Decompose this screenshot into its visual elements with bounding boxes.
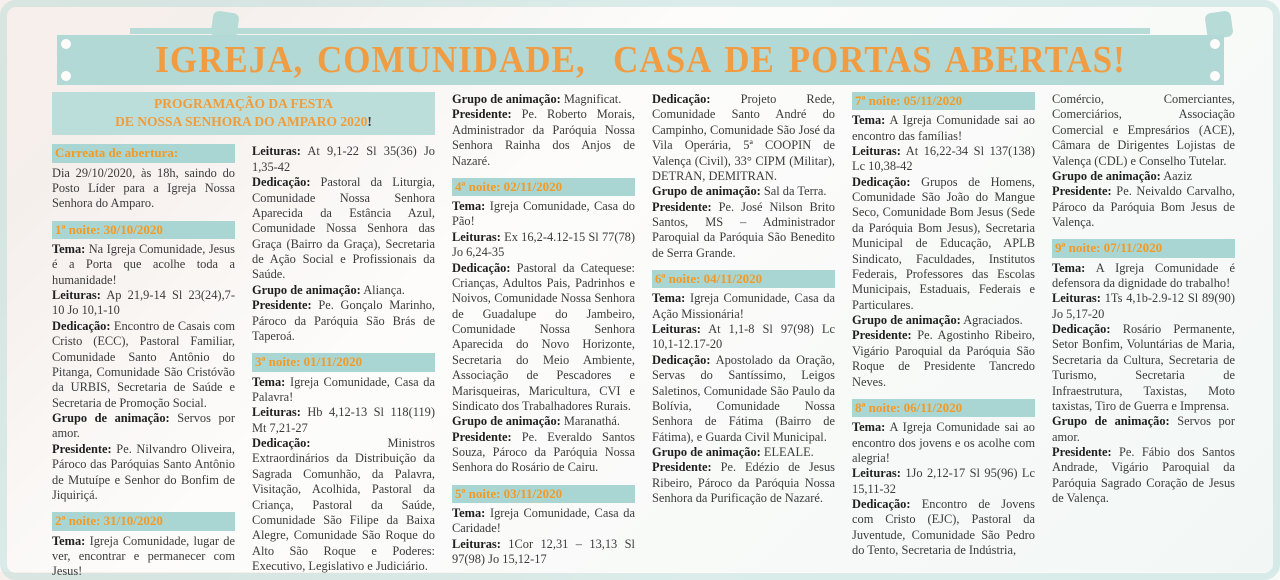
program-paragraph — [1052, 322, 1235, 414]
corner-dot — [61, 71, 71, 81]
program-paragraph — [1052, 291, 1235, 322]
field-text: Projeto Rede, Comunidade Santo André do Campinho, Comunidade São José da Vila Operária, 5ª COOPIN de Valença (Civil), 33° CIPM (Militar), DETRAN, DEMITRAN. — [652, 92, 835, 183]
field-text: 1Ts 4,1b-2.9-12 Sl 89(90) Jo 5,17-20 — [1052, 291, 1235, 321]
field-label: Dedicação: — [252, 175, 311, 190]
field-label: Presidente: — [452, 107, 512, 122]
program-paragraph — [852, 466, 1035, 497]
program-paragraph — [652, 322, 835, 353]
field-text: 1Cor 12,31 – 13,13 Sl 97(98) Jo 15,12-17 — [452, 536, 635, 567]
field-text: Pe. Nilvandro Oliveira, Pároco das Paróquias Santo Antônio de Mutuípe e Senhor do Bonfim de Jiquiriçá. — [52, 441, 235, 502]
program-paragraph — [252, 436, 435, 574]
night-header: 5ª noite: 03/11/2020 — [452, 485, 635, 503]
program-paragraph — [652, 353, 835, 445]
field-label: Grupo de animação: — [852, 313, 961, 328]
field-label: Presidente: — [652, 199, 712, 214]
field-text: Encontro de Casais com Cristo (ECC), Pastoral Familiar, Comunidade Santo Antônio do Pitanga, Comunidade São Cristóvão da URBIS, Secretaria de Saúde e Secretaria de Promoção Social. — [52, 318, 235, 410]
field-text: Dia 29/10/2020, às 18h, saindo do Posto Líder para a Igreja Nossa Senhora do Amparo. — [52, 165, 235, 211]
column-2 — [252, 144, 435, 579]
program-paragraph — [452, 199, 635, 230]
program-paragraph — [452, 414, 635, 429]
field-text: Pe. Fábio dos Santos Andrade, Vigário Paroquial da Paróquia Sagrado Coração de Jesus de Valença. — [1052, 445, 1235, 506]
field-label: Dedicação: — [252, 436, 311, 450]
program-paragraph — [852, 420, 1035, 466]
field-label: Dedicação: — [652, 92, 711, 106]
field-label: Dedicação: — [452, 260, 511, 275]
program-paragraph — [852, 113, 1035, 144]
program-paragraph — [852, 328, 1035, 390]
program-columns — [52, 92, 1235, 579]
field-label: Leituras: — [652, 322, 701, 337]
field-text: At 1,1-8 Sl 97(98) Lc 10,1-12.17-20 — [652, 322, 835, 352]
field-label: Grupo de animação: — [652, 445, 761, 460]
field-text: 1Jo 2,12-17 Sl 95(96) Lc 15,11-32 — [852, 466, 1035, 496]
program-paragraph — [652, 200, 835, 262]
field-label: Leituras: — [852, 466, 901, 481]
program-paragraph — [852, 144, 1035, 175]
field-label: Tema: — [452, 506, 486, 520]
night-header: 8ª noite: 06/11/2020 — [852, 399, 1035, 417]
program-paragraph — [1052, 184, 1235, 230]
field-label: Grupo de animação: — [452, 92, 561, 106]
program-header — [52, 92, 435, 135]
field-label: Presidente: — [52, 441, 112, 456]
field-label: Dedicação: — [1052, 322, 1111, 337]
night-header: 6ª noite: 04/11/2020 — [652, 270, 835, 288]
program-paragraph — [1052, 414, 1235, 445]
program-paragraph — [1052, 169, 1235, 184]
program-paragraph — [452, 506, 635, 537]
decorative-top-line — [130, 28, 1150, 34]
program-paragraph — [1052, 261, 1235, 292]
field-text: Encontro de Jovens com Cristo (EJC), Pastoral da Juventude, Comunidade São Pedro do Tento, Secretaria de Indústria, — [852, 497, 1035, 558]
field-text: Apostolado da Oração, Servas do Santíssimo, Leigos Saletinos, Comunidade São Paulo da Bolívia, Comunidade Nossa Senhora de Fátima (Bairro de Fátima), e Guarda Civil Municipal. — [652, 352, 836, 444]
field-text: Servos por amor. — [52, 411, 235, 441]
column-3 — [452, 92, 635, 567]
program-paragraph — [52, 442, 235, 504]
field-label: Tema: — [1052, 260, 1086, 275]
program-paragraph — [652, 460, 835, 506]
title-banner — [57, 35, 1224, 85]
program-paragraph — [252, 175, 435, 283]
field-label: Leituras: — [252, 405, 301, 420]
night-header: 2ª noite: 31/10/2020 — [52, 512, 235, 530]
program-paragraph — [52, 319, 235, 411]
field-text: Igreja Comunidade, Casa da Palavra! — [252, 374, 435, 404]
program-paragraph — [452, 261, 635, 415]
field-label: Tema: — [852, 113, 886, 128]
night-header: 3ª noite: 01/11/2020 — [252, 353, 435, 371]
field-label: Leituras: — [1052, 291, 1101, 306]
field-text: Pe. José Nilson Brito Santos, MS – Administrador Paroquial da Paróquia São Benedito de Serra Grande. — [652, 199, 835, 260]
column-1 — [52, 144, 235, 579]
program-paragraph — [652, 92, 835, 184]
corner-dot — [1210, 71, 1220, 81]
field-label: Grupo de animação: — [1052, 414, 1170, 429]
field-label: Presidente: — [252, 298, 312, 313]
column-6 — [1052, 92, 1235, 564]
program-header-line1: PROGRAMAÇÃO DA FESTA — [153, 96, 333, 111]
field-label: Tema: — [452, 199, 486, 214]
program-paragraph — [852, 497, 1035, 559]
program-paragraph — [52, 242, 235, 288]
field-text: Pastoral da Liturgia, Comunidade Nossa Senhora Aparecida da Estância Azul, Comunidade Nossa Senhora das Graça (Bairro da Graça), Secretaria de Ação Social e Profissionais da Saúde. — [252, 175, 435, 282]
program-paragraph — [252, 405, 435, 436]
program-paragraph — [252, 375, 435, 406]
program-paragraph — [452, 92, 635, 107]
field-label: Leituras: — [452, 536, 501, 551]
main-title: IGREJA, COMUNIDADE, CASA DE PORTAS ABERTAS! — [155, 38, 1126, 81]
field-text: Aliança. — [363, 282, 405, 297]
program-paragraph — [852, 313, 1035, 328]
program-paragraph — [452, 537, 635, 568]
field-label: Grupo de animação: — [1052, 168, 1161, 183]
field-label: Presidente: — [852, 328, 912, 343]
corner-dot — [1210, 39, 1220, 49]
field-label: Dedicação: — [52, 318, 111, 333]
program-paragraph — [652, 445, 835, 460]
field-text: Na Igreja Comunidade, Jesus é a Porta que acolhe toda a humanidade! — [52, 241, 235, 287]
field-text: Pe. Gonçalo Marinho, Pároco da Paróquia São Brás de Taperoá. — [252, 298, 435, 343]
field-label: Tema: — [52, 241, 86, 256]
field-text: Magnificat. — [563, 92, 622, 106]
program-header-line2: DE NOSSA SENHORA DO AMPARO 2020! — [115, 114, 372, 130]
field-text: Sal da Terra. — [763, 184, 827, 199]
corner-dot — [61, 39, 71, 49]
night-header: 1ª noite: 30/10/2020 — [52, 221, 235, 239]
program-paragraph — [52, 534, 235, 580]
program-paragraph — [1052, 445, 1235, 507]
program-paragraph — [852, 175, 1035, 313]
field-text: Pastoral da Catequese: Crianças, Adultos Pais, Padrinhos e Noivos, Comunidade Nossa Senhora de Guadalupe do Jambeiro, Comunidade Nossa Senhora Aparecida do Novo Horizonte, Secretaria do Meio Ambiente, Associação de Pescadores e Marisqueiras, Maricultura, CVI e Sindicato dos Trabalhadores Rurais. — [452, 260, 635, 413]
field-text: Pe. Agostinho Ribeiro, Vigário Paroquial da Paróquia São Roque de Presidente Tancredo Neves. — [852, 328, 1035, 389]
program-paragraph — [52, 288, 235, 319]
field-label: Leituras: — [852, 143, 901, 158]
field-text: Rosário Permanente, Setor Bonfim, Voluntárias de Maria, Secretaria da Cultura, Secretaria de Turismo, Secretaria de Infraestrutura, Taxistas, Moto taxistas, Tiro de Guerra e Imprensa. — [1052, 322, 1235, 413]
field-text: Pe. Edézio de Jesus Ribeiro, Pároco da Paróquia Nossa Senhora da Purificação de Nazaré. — [652, 460, 835, 506]
field-text: Servos por amor. — [1052, 414, 1235, 444]
field-text: A Igreja Comunidade sai ao encontro dos jovens e os acolhe com alegria! — [852, 420, 1035, 465]
field-text: Igreja Comunidade, Casa da Ação Missionária! — [652, 291, 835, 321]
field-label: Leituras: — [252, 144, 301, 159]
program-paragraph — [652, 291, 835, 322]
program-paragraph — [1052, 92, 1235, 169]
program-header-exclamation: ! — [367, 114, 372, 130]
field-text: Igreja Comunidade, lugar de ver, encontrar e permanecer com Jesus! — [52, 533, 235, 579]
field-label: Leituras: — [452, 229, 501, 244]
field-text: Ex 16,2-4.12-15 Sl 77(78) Jo 6,24-35 — [452, 229, 635, 260]
field-text: Ap 21,9-14 Sl 23(24),7-10 Jo 10,1-10 — [52, 288, 235, 318]
field-label: Grupo de animação: — [52, 411, 170, 426]
night-header: 7ª noite: 05/11/2020 — [852, 92, 1035, 110]
program-paragraph — [252, 298, 435, 344]
field-text: Agraciados. — [963, 313, 1023, 328]
field-text: Pe. Neivaldo Carvalho, Pároco da Paróquia Bom Jesus de Valença. — [1052, 184, 1235, 229]
field-text: ELEALE. — [763, 445, 814, 460]
program-paragraph — [52, 411, 235, 442]
night-header: 4ª noite: 02/11/2020 — [452, 178, 635, 196]
field-text: Maranathá. — [563, 414, 620, 429]
field-label: Leituras: — [52, 288, 101, 303]
field-label: Grupo de animação: — [452, 414, 561, 429]
column-4 — [652, 92, 835, 564]
field-text: At 16,22-34 Sl 137(138) Lc 10,38-42 — [852, 143, 1035, 174]
field-text: Igreja Comunidade, Casa da Caridade! — [452, 506, 635, 536]
field-label: Tema: — [252, 374, 286, 389]
field-text: Ministros Extraordinários da Distribuição da Sagrada Comunhão, da Palavra, Visitação, Acolhida, Pastoral da Criança, Pastoral da Saúde, Comunidade São Filipe da Baixa Alegre, Comunidade São Roque do Alto São Roque e Poderes: Executivo, Legislativo e Judiciário. — [252, 436, 435, 573]
night-header: 9ª noite: 07/11/2020 — [1052, 239, 1235, 257]
columns-1-2-row — [52, 144, 435, 579]
field-text: Comércio, Comerciantes, Comerciários, Associação Comercial e Empresários (ACE), Câmara de Dirigentes Lojistas de Valença (CDL) e Conselho Tutelar. — [1052, 92, 1235, 168]
field-label: Presidente: — [1052, 184, 1112, 199]
field-text: A Igreja Comunidade é defensora da dignidade do trabalho! — [1052, 260, 1235, 290]
program-paragraph — [252, 283, 435, 298]
field-label: Grupo de animação: — [652, 184, 761, 199]
program-paragraph — [452, 430, 635, 476]
field-text: At 9,1-22 Sl 35(36) Jo 1,35-42 — [252, 144, 436, 174]
field-label: Tema: — [52, 533, 86, 548]
field-text: Pe. Everaldo Santos Souza, Pároco da Paróquia Nossa Senhora do Rosário de Cairu. — [452, 429, 635, 475]
field-text: A Igreja Comunidade sai ao encontro das famílias! — [852, 113, 1035, 143]
field-text: Pe. Roberto Morais, Administrador da Paróquia Nossa Senhora Rainha dos Anjos de Nazaré. — [452, 107, 635, 168]
field-label: Grupo de animação: — [252, 282, 361, 297]
program-paragraph — [52, 166, 235, 212]
field-label: Tema: — [652, 291, 686, 306]
program-paragraph — [452, 107, 635, 169]
field-text: Igreja Comunidade, Casa do Pão! — [452, 199, 635, 229]
field-label: Presidente: — [1052, 445, 1112, 460]
field-label: Presidente: — [452, 429, 512, 444]
field-label: Dedicação: — [852, 174, 911, 189]
field-text: Hb 4,12-13 Sl 118(119) Mt 7,21-27 — [252, 405, 435, 435]
column-5 — [852, 92, 1035, 564]
program-paragraph — [452, 230, 635, 261]
field-label: Presidente: — [652, 460, 712, 475]
program-paragraph — [652, 184, 835, 199]
columns-1-2-group — [52, 92, 436, 579]
field-text: Grupos de Homens, Comunidade São João do Mangue Seco, Comunidade Bom Jesus (Sede da Paróquia Bom Jesus), Secretaria Municipal de Educação, APLB Sindicato, Faculdades, Institutos Federais, Professores das Escolas Municipais, Estaduais, Federais e Particulares. — [852, 174, 1035, 312]
field-label: Dedicação: — [652, 352, 711, 367]
field-text: Aaziz — [1163, 168, 1193, 183]
program-paragraph — [252, 144, 435, 175]
night-header: Carreata de abertura: — [52, 144, 235, 162]
field-label: Tema: — [852, 420, 886, 435]
field-label: Dedicação: — [852, 497, 911, 511]
columns-3-6-row — [452, 92, 1235, 567]
